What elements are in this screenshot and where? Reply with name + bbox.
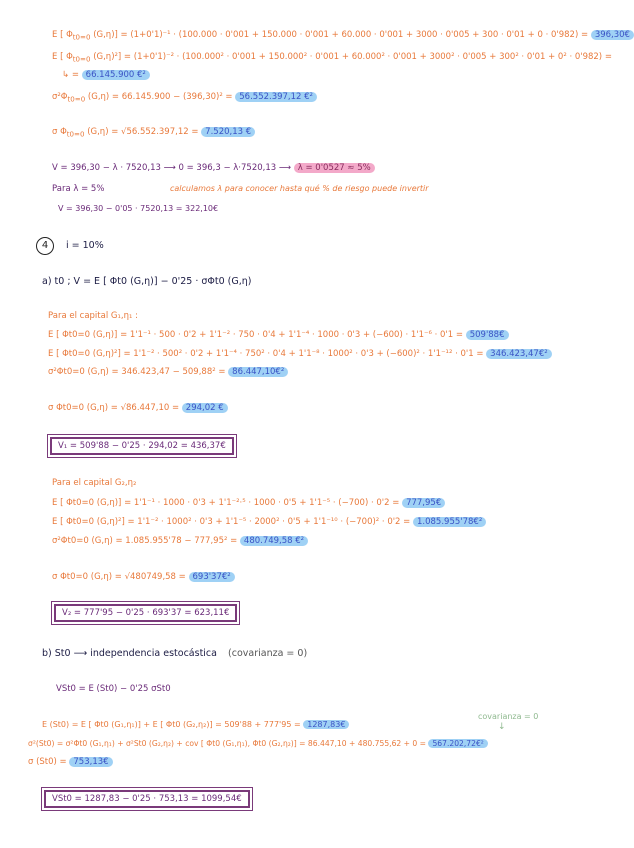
capital-2-stddev-formula: σ Φt0=0 (G,η) = √480749,58 = (52, 572, 186, 582)
sum-variance-formula: σ²(St0) = σ²Φt0 (G₁,η₁) + σ²St0 (G₂,η₂) + cov [ Φt0 (G₁,η₁), Φt0 (G₂,η₂)] = 86.447,10 + 480.755,62 + 0 = (28, 739, 427, 748)
sum-variance (28, 739, 488, 748)
expectation-line-1 (52, 30, 634, 42)
capital-1-variance (48, 367, 288, 377)
capital-2-expectation (52, 498, 445, 508)
stddev-result: 7.520,13 € (201, 127, 255, 137)
capital-2-title: Para el capital G₂,η₂ (52, 478, 137, 488)
lambda-result: λ = 0'0527 ≈ 5% (294, 163, 375, 173)
capital-2-stddev-result: 693'37€² (189, 572, 235, 582)
capital-2-second-moment-formula: E [ Φt0=0 (G,η)²] = 1'1⁻² · 1000² · 0'3 + 1'1⁻⁵ · 2000² · 0'5 + 1'1⁻¹⁰ · (−700)² · 0'2 = (52, 517, 411, 527)
sum-stddev-result: 753,13€ (69, 757, 112, 767)
sum-expectation-result: 1287,83€ (303, 720, 349, 729)
capital-2-stddev (52, 572, 235, 582)
stddev-prefix: σ Φ (52, 127, 67, 137)
capital-2-expectation-formula: E [ Φt0=0 (G,η)] = 1'1⁻¹ · 1000 · 0'3 + 1'1⁻²·⁵ · 1000 · 0'5 + 1'1⁻⁵ · (−700) · 0'2 = (52, 498, 400, 508)
subscript: t0=0 (66, 129, 85, 139)
sum-variance-result: 567.202,72€² (428, 739, 487, 748)
variance-formula: (G,η) = 66.145.900 − (396,30)² = (85, 92, 233, 102)
subscript: t0=0 (67, 94, 86, 104)
sum-expectation-formula: E (St0) = E [ Φt0 (G₁,η₁)] + E [ Φt0 (G₂,η₂)] = 509'88 + 777'95 = (42, 720, 301, 729)
second-moment-line (52, 52, 612, 64)
capital-1-expectation-formula: E [ Φt0=0 (G,η)] = 1'1⁻¹ · 500 · 0'2 + 1'1⁻² · 750 · 0'4 + 1'1⁻⁴ · 1000 · 0'3 + (−600) · 1'1⁻⁶ · 0'1 = (48, 330, 464, 340)
stddev-formula: (G,η) = √56.552.397,12 = (84, 127, 199, 137)
result-box-vst: VSt0 = 1287,83 − 0'25 · 753,13 = 1099,54€ (44, 790, 250, 808)
part-b-title: b) St0 ⟶ independencia estocástica (42, 648, 217, 659)
value-at-lambda: V = 396,30 − 0'05 · 7520,13 = 322,10€ (58, 204, 219, 213)
part-a-header: a) t0 ; V = E [ Φt0 (G,η)] − 0'25 · σΦt0 (G,η) (42, 276, 252, 287)
covariance-note: covarianza = 0 (478, 712, 539, 721)
sum-expectation (42, 720, 349, 730)
capital-1-expectation (48, 330, 509, 340)
second-moment-result: 66.145.900 €² (82, 70, 150, 80)
capital-2-variance-result: 480.749,58 €² (240, 536, 308, 546)
second-moment-formula: ⁻² · (100.000² · 0'001 + 150.000² · 0'001 + 60.000² · 0'001 + 3000² · 0'005 + 300² · 0'01 + 0² · 0'982) = (166, 52, 612, 62)
result-box-v2: V₂ = 777'95 − 0'25 · 693'37 = 623,11€ (54, 604, 237, 622)
capital-2-expectation-result: 777,95€ (402, 498, 445, 508)
expectation-mid: (G,η)] = (1+0'1) (90, 30, 163, 40)
part-b-header (42, 648, 307, 659)
capital-1-expectation-result: 509'88€ (466, 330, 509, 340)
arrow-icon: ↳ = (62, 70, 79, 80)
second-moment-result-line (62, 70, 150, 80)
result-box-v1: V₁ = 509'88 − 0'25 · 294,02 = 436,37€ (50, 437, 234, 455)
variance-line (52, 92, 317, 104)
capital-1-stddev (48, 403, 228, 413)
expectation-formula: ⁻¹ · (100.000 · 0'001 + 150.000 · 0'001 + 60.000 · 0'001 + 3000 · 0'005 + 300 · 0'01 + 0 · 0'982) = (162, 30, 589, 40)
second-moment-prefix: E [ Φ (52, 52, 73, 62)
sum-stddev-label: σ (St0) = (28, 757, 67, 767)
capital-1-stddev-result: 294,02 € (182, 403, 228, 413)
capital-1-second-moment-formula: E [ Φt0=0 (G,η)²] = 1'1⁻² · 500² · 0'2 + 1'1⁻⁴ · 750² · 0'4 + 1'1⁻⁸ · 1000² · 0'3 + (−600)² · 1'1⁻¹² · 0'1 = (48, 349, 484, 359)
sum-stddev (28, 757, 113, 767)
capital-2-second-moment (52, 517, 486, 527)
capital-2-variance-formula: σ²Φt0=0 (G,η) = 1.085.955'78 − 777,95² = (52, 536, 238, 546)
expectation-result: 396,30€ (591, 30, 634, 40)
capital-1-variance-formula: σ²Φt0=0 (G,η) = 346.423,47 − 509,88² = (48, 367, 226, 377)
capital-1-second-moment-result: 346.423,47€² (486, 349, 551, 359)
variance-prefix: σ²Φ (52, 92, 68, 102)
capital-1-variance-result: 86.447,10€² (228, 367, 288, 377)
arrow-down-icon: ↓ (498, 722, 506, 732)
lambda-equation: V = 396,30 − λ · 7520,13 ⟶ 0 = 396,3 − λ·7520,13 ⟶ (52, 163, 292, 173)
stddev-line (52, 127, 255, 139)
second-moment-mid: (G,η)²] = (1+0'1) (90, 52, 167, 62)
part-b-note: (covarianza = 0) (228, 648, 308, 659)
question-number: 4 (36, 237, 54, 255)
interest-rate: i = 10% (66, 240, 104, 251)
expectation-prefix: E [ Φ (52, 30, 73, 40)
capital-1-title: Para el capital G₁,η₁ : (48, 311, 138, 321)
capital-1-second-moment (48, 349, 552, 359)
capital-2-second-moment-result: 1.085.955'78€² (413, 517, 486, 527)
lambda-line (52, 163, 375, 173)
lambda-note: calculamos λ para conocer hasta qué % de riesgo puede invertir (170, 184, 429, 193)
capital-2-variance (52, 536, 308, 546)
capital-1-stddev-formula: σ Φt0=0 (G,η) = √86.447,10 = (48, 403, 180, 413)
variance-result: 56.552.397,12 €² (235, 92, 317, 102)
subscript: t0=0 (72, 32, 91, 42)
vst-formula: VSt0 = E (St0) − 0'25 σSt0 (56, 684, 171, 694)
subscript: t0=0 (72, 54, 91, 64)
lambda-choice: Para λ = 5% (52, 184, 105, 194)
